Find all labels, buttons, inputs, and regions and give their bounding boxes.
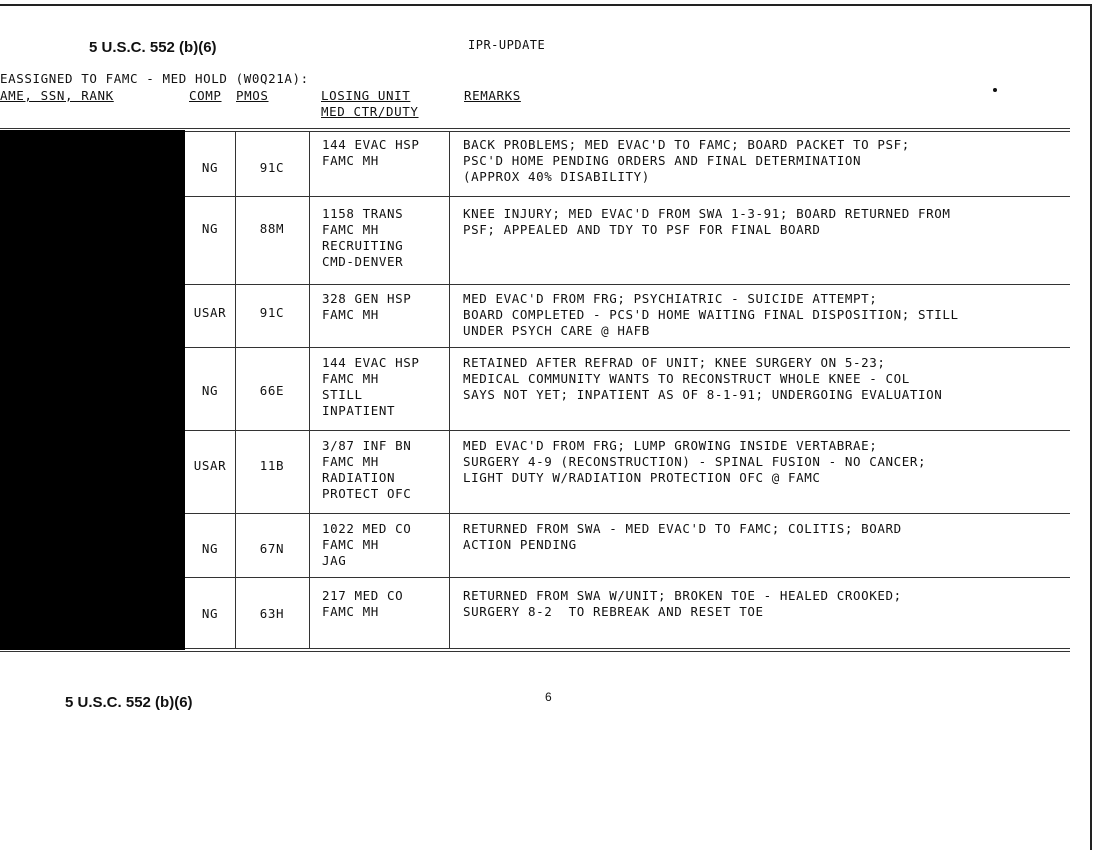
table-cell-remarks: RETURNED FROM SWA W/UNIT; BROKEN TOE - HEALED CROOKED; SURGERY 8-2 TO REBREAK AND RESET TOE <box>463 588 902 619</box>
table-bottom-rule-inner <box>0 651 1070 652</box>
table-cell-comp: NG <box>201 221 219 236</box>
table-cell-pmos: 91C <box>259 160 285 175</box>
table-cell-pmos: 67N <box>259 541 285 556</box>
column-header-losing-unit: LOSING UNIT <box>321 88 411 103</box>
table-cell-comp: USAR <box>193 458 227 473</box>
column-header-pmos: PMOS <box>236 88 269 103</box>
table-cell-remarks: BACK PROBLEMS; MED EVAC'D TO FAMC; BOARD PACKET TO PSF; PSC'D HOME PENDING ORDERS AND FINAL DETERMINATION (APPROX 40% DISABILITY) <box>463 137 910 184</box>
column-divider <box>449 131 450 648</box>
column-header-remarks: REMARKS <box>464 88 521 103</box>
table-cell-losing-unit: 328 GEN HSP FAMC MH <box>322 291 412 322</box>
table-cell-pmos: 66E <box>259 383 285 398</box>
table-cell-losing-unit: 217 MED CO FAMC MH <box>322 588 404 619</box>
table-cell-remarks: MED EVAC'D FROM FRG; LUMP GROWING INSIDE VERTABRAE; SURGERY 4-9 (RECONSTRUCTION) - SPINAL FUSION - NO CANCER; LIGHT DUTY W/RADIATION PROTECTION OFC @ FAMC <box>463 438 927 485</box>
table-cell-pmos: 91C <box>259 305 285 320</box>
table-cell-remarks: RETAINED AFTER REFRAD OF UNIT; KNEE SURGERY ON 5-23; MEDICAL COMMUNITY WANTS TO RECONSTRUCT WHOLE KNEE - COL SAYS NOT YET; INPATIENT AS OF 8-1-91; UNDERGOING EVALUATION <box>463 355 943 402</box>
foia-exemption-stamp: 5 U.S.C. 552 (b)(6) <box>89 39 217 56</box>
redaction-block <box>0 130 185 650</box>
section-heading: EASSIGNED TO FAMC - MED HOLD (W0Q21A): <box>0 71 309 86</box>
page-right-border <box>1090 4 1092 850</box>
table-cell-comp: NG <box>201 606 219 621</box>
table-top-rule <box>0 128 1070 129</box>
table-cell-losing-unit: 1022 MED CO FAMC MH JAG <box>322 521 412 568</box>
column-header-comp: COMP <box>189 88 222 103</box>
table-cell-pmos: 63H <box>259 606 285 621</box>
table-cell-remarks: RETURNED FROM SWA - MED EVAC'D TO FAMC; COLITIS; BOARD ACTION PENDING <box>463 521 902 552</box>
table-cell-remarks: MED EVAC'D FROM FRG; PSYCHIATRIC - SUICIDE ATTEMPT; BOARD COMPLETED - PCS'D HOME WAITING FINAL DISPOSITION; STILL UNDER PSYCH CARE @ HAFB <box>463 291 959 338</box>
foia-exemption-stamp: 5 U.S.C. 552 (b)(6) <box>65 694 193 711</box>
table-cell-losing-unit: 3/87 INF BN FAMC MH RADIATION PROTECT OFC <box>322 438 412 501</box>
table-cell-pmos: 88M <box>259 221 285 236</box>
table-cell-losing-unit: 144 EVAC HSP FAMC MH STILL INPATIENT <box>322 355 420 418</box>
column-header-name: AME, SSN, RANK <box>0 88 114 103</box>
table-cell-comp: NG <box>201 541 219 556</box>
page-top-border <box>0 4 1091 6</box>
table-cell-comp: USAR <box>193 305 227 320</box>
column-header-med-ctr: MED CTR/DUTY <box>321 104 419 119</box>
document-title: IPR-UPDATE <box>468 38 546 52</box>
column-divider <box>309 131 310 648</box>
table-cell-remarks: KNEE INJURY; MED EVAC'D FROM SWA 1-3-91; BOARD RETURNED FROM PSF; APPEALED AND TDY TO PSF FOR FINAL BOARD <box>463 206 951 237</box>
table-cell-pmos: 11B <box>259 458 285 473</box>
table-cell-losing-unit: 1158 TRANS FAMC MH RECRUITING CMD-DENVER <box>322 206 404 269</box>
page-number: 6 <box>545 690 552 704</box>
stray-mark <box>993 88 997 92</box>
table-cell-losing-unit: 144 EVAC HSP FAMC MH <box>322 137 420 168</box>
table-cell-comp: NG <box>201 383 219 398</box>
table-cell-comp: NG <box>201 160 219 175</box>
